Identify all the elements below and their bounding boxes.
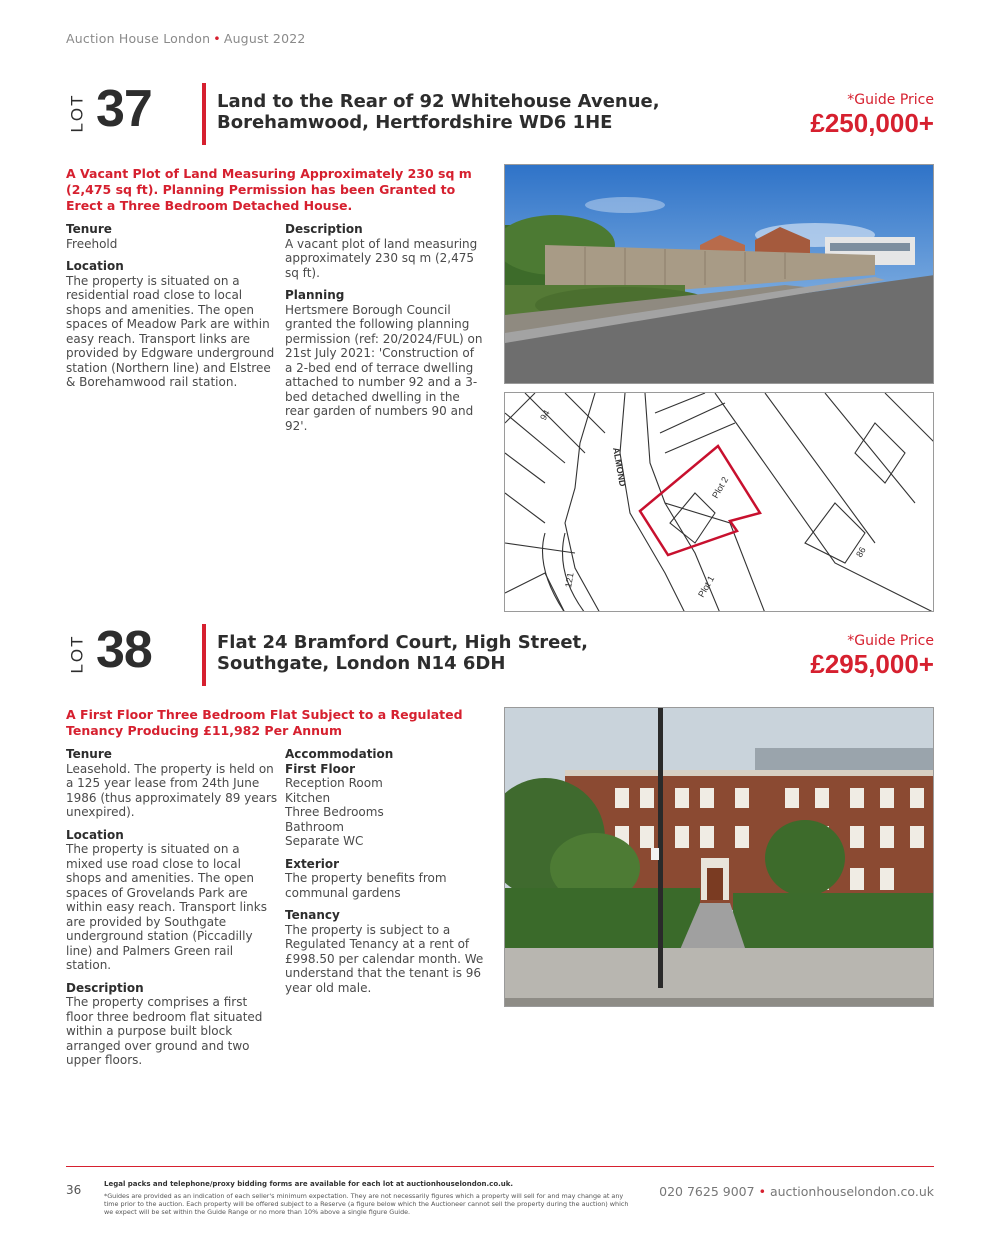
- street-scene-image: [505, 165, 934, 384]
- red-divider-bar: [202, 83, 206, 145]
- lot-number: 38: [96, 621, 152, 679]
- lot-37-site-plan: [504, 392, 934, 612]
- description-text: The property comprises a first floor three bedroom flat situated within a purpose built block arranged over ground and two upper floors.: [66, 995, 263, 1067]
- tenure-text: Leasehold. The property is held on a 125 year lease from 24th June 1986 (thus approximately 89 years unexpired).: [66, 761, 278, 819]
- room-item: Bathroom: [285, 819, 344, 834]
- lot-38-subtitle: A First Floor Three Bedroom Flat Subject to a Regulated Tenancy Producing £11,982 Per Annum: [66, 707, 463, 738]
- lot-37-left-column: [66, 222, 278, 390]
- lot-label: LOT: [67, 634, 87, 674]
- header-separator-dot: •: [213, 31, 221, 46]
- room-item: Reception Room: [285, 776, 383, 790]
- footer-contact: [659, 1184, 934, 1199]
- map-label-plot-2: Plot 2: [710, 475, 731, 500]
- red-divider-bar: [202, 624, 206, 686]
- lot-38-left-column: [66, 747, 278, 1068]
- lot-37-street-photo: [504, 164, 934, 384]
- floor-heading: First Floor: [285, 761, 356, 776]
- phone-number: 020 7625 9007: [659, 1184, 755, 1199]
- exterior-text: The property benefits from communal gardens: [285, 871, 447, 900]
- location-heading: Location: [66, 827, 124, 842]
- guide-price-label: *Guide Price: [847, 633, 934, 649]
- map-label-86: 86: [854, 545, 868, 559]
- legal-note-bold: Legal packs and telephone/proxy bidding forms are available for each lot at auctionhouselondon.co.uk.: [104, 1180, 514, 1188]
- map-label-94: 94: [538, 408, 552, 422]
- tenancy-heading: Tenancy: [285, 908, 340, 922]
- lot-38-heading: [66, 621, 934, 694]
- tenure-heading: Tenure: [66, 747, 112, 761]
- location-heading: Location: [66, 259, 124, 273]
- lot-label: LOT: [67, 93, 87, 133]
- contact-separator-dot: •: [758, 1184, 766, 1199]
- accommodation-heading: Accommodation: [285, 747, 394, 761]
- location-text: The property is situated on a residential road close to local shops and amenities. The open spaces of Meadow Park are within easy reach. Transport links are provided by Edgware underground station (Northern line) and Elstree & Borehamwood rail station.: [66, 273, 275, 389]
- description-heading: Description: [66, 980, 144, 995]
- tenure-text: Freehold: [66, 236, 118, 251]
- header-date: August 2022: [223, 31, 306, 46]
- room-item: Separate WC: [285, 834, 364, 848]
- publisher-name: Auction House London: [66, 31, 211, 46]
- guide-price: £295,000+: [810, 649, 934, 679]
- lot-38-building-photo: [504, 707, 934, 1007]
- lot-title: Flat 24 Bramford Court, High Street, Southgate, London N14 6DH: [217, 632, 589, 674]
- planning-text: Hertsmere Borough Council granted the following planning permission (ref: 20/2024/FUL) on 21st July 2021: 'Construction of a 2-bed end of terrace dwelling attached to number 92 and a 3-bed detached dwelling in the rear garden of numbers 90 and 92'.: [285, 302, 483, 433]
- description-heading: Description: [285, 222, 363, 236]
- lot-37-subtitle: A Vacant Plot of Land Measuring Approximately 230 sq m (2,475 sq ft). Planning Permission has been Granted to Erect a Three Bedroom Detached House.: [66, 166, 472, 213]
- site-plan-map: [505, 393, 934, 612]
- website-link[interactable]: auctionhouselondon.co.uk: [769, 1184, 934, 1199]
- tenure-heading: Tenure: [66, 222, 112, 236]
- description-text: A vacant plot of land measuring approximately 230 sq m (2,475 sq ft).: [285, 236, 478, 280]
- planning-heading: Planning: [285, 288, 345, 302]
- lot-title: Land to the Rear of 92 Whitehouse Avenue, Borehamwood, Hertfordshire WD6 1HE: [217, 91, 660, 133]
- legal-note-small: *Guides are provided as an indication of each seller's minimum expectation. They are not necessarily figures which a property will sell for and may change at any time prior to the auction. Each property will be offered subject to a Reserve (a figure below which the Auctioneer cannot sell the property during the auction) which we expect will be set within the Guide Range or no more than 10% above a single figure Guide.: [104, 1192, 629, 1216]
- tenancy-text: The property is subject to a Regulated Tenancy at a rent of £998.50 per calendar month. We understand that the tenant is 96 year old male.: [285, 922, 484, 995]
- map-label-road: ALMOND: [611, 446, 628, 488]
- room-item: Kitchen: [285, 790, 331, 805]
- page-number: 36: [66, 1183, 82, 1197]
- lot-number: 37: [96, 80, 152, 138]
- lot-38-right-column: [285, 747, 485, 995]
- footer-divider: [66, 1166, 934, 1167]
- location-text: The property is situated on a mixed use road close to local shops and amenities. The open spaces of Grovelands Park are within easy reach. Transport links are provided by Southgate underground station (Piccadilly line) and Palmers Green rail station.: [66, 842, 267, 972]
- map-label-121: 121: [563, 571, 576, 589]
- lot-37-right-column: [285, 222, 485, 433]
- guide-price: £250,000+: [810, 108, 934, 138]
- lot-37-heading: [66, 80, 934, 153]
- exterior-heading: Exterior: [285, 856, 340, 871]
- map-label-plot-1: Plot 1: [696, 574, 717, 599]
- page-header: [66, 31, 306, 46]
- room-item: Three Bedrooms: [285, 805, 384, 819]
- guide-price-label: *Guide Price: [847, 92, 934, 108]
- building-exterior-image: [505, 708, 934, 1007]
